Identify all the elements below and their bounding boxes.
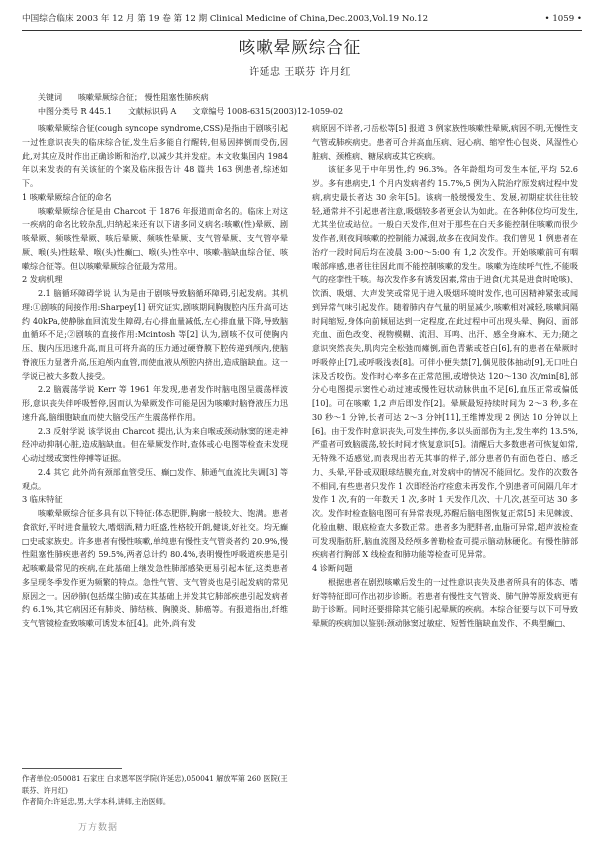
section-4-heading: 4 诊断问题 — [312, 563, 353, 573]
watermark: 万方数据 — [78, 823, 119, 833]
author-affiliation: 作者单位:050081 石家庄 白求恩军医学院(许延忠),050041 解放军第 260 医院(王联芬、许月红) — [22, 774, 288, 795]
section-2-2-text: 2.2 脑震荡学说 Kerr 等 1961 年发现,患者发作时脑电图呈震荡样波形,意识丧失伴呼吸暂停,因而认为晕厥发作可能是因为咳嗽时脑脊液压力迅速升高,脑细胞缺血而使大脑受压产生震荡样作用。 — [22, 385, 288, 422]
right-paragraph-1: 病原因不详者,刁岳松等[5] 报道 3 例家族性咳嗽性晕厥,病因不明,无慢性支气管或肺疾病史。患者可合并高血压病、冠心病、缩窄性心包炎、风湿性心脏病、颈椎病、糖尿病或其它疾病。 — [312, 124, 578, 161]
section-4-text: 根据患者在剧烈咳嗽后发生的一过性意识丧失及患者所具有的体态、嗜好等特征即可作出初步诊断。若患者有慢性支气管炎、肺气肿等原发病更有助于诊断。同时还要排除其它能引起晕厥的疾病。本综合征要与以下可导致晕厥的疾病加以鉴别:颈动脉窦过敏症、短暂性脑缺血发作、不典型癫□、 — [312, 577, 578, 628]
page-number: • 1059 • — [544, 14, 582, 24]
journal-header: 中国综合临床 2003 年 12 月 第 19 卷 第 12 期 Clinical Medicine of China,Dec.2003,Vol.19 No.12 — [22, 14, 429, 24]
footnote-rule — [22, 768, 122, 769]
section-2-3-text: 2.3 反射学说 该学说由 Charcot 提出,认为来自喉或颈动脉窦的迷走神经冲动抑制心脏,造成脑缺血。但在晕厥发作时,查体或心电图等检查未发现心动过缓或窦性停搏等证据。 — [22, 426, 288, 463]
author-bio: 作者简介:许延忠,男,大学本科,讲师,主治医师。 — [22, 797, 171, 806]
keywords-label: 关键词 — [38, 93, 62, 102]
left-column — [22, 122, 288, 838]
clc-number: 中图分类号 R 445.1 — [38, 107, 113, 116]
keywords-line — [38, 92, 209, 104]
section-2-1-text: 2.1 脑循环障碍学说 认为是由于剧咳导致脑循环障碍,引起发病。其机理:①剧咳的间接作用:Sharpey[1] 研究证实,剧咳期间胸腹腔内压升高可达约 40kPa,使静脉血回流发生障碍,右心排血量减低,左心排血量下降,导致脑血循环不足;②剧咳的直接作用:Mcintosh 等[2] 认为,剧咳不仅可使胸内压、腹内压迅速升高,而且可将升高的压力通过硬脊膜下腔传递到颅内,使脑脊液压力显著升高,压迫颅内血管,而使血液从颅腔内挤出,造成脑缺血。这一学说已被大多数人接受。 — [22, 289, 288, 381]
authors: 许延忠 王联芬 许月红 — [249, 67, 351, 78]
document-code: 文献标识码 A — [128, 107, 177, 116]
article-number: 文章编号 1008-6315(2003)12-1059-02 — [192, 107, 344, 116]
section-2-heading: 2 发病机理 — [22, 274, 63, 285]
author-footnote — [22, 768, 288, 808]
classification-line — [38, 106, 343, 118]
section-1-text: 咳嗽晕厥综合征是由 Charcot 于 1876 年报道而命名的。临床上对这一疾病的命名比较杂乱,归纳起来还有以下诸多同义病名:咳嗽(性)晕厥、剧咳晕厥、频咳性晕厥、咳后晕厥、频咳性晕厥、支气管晕厥、支气管亭晕厥、喉(头)性眩晕、喉(头)性癫□、喉(头)性卒中、咳嗽-脑缺血综合征、咳嗽综合征等。但以咳嗽晕厥综合征最为常用。 — [22, 206, 288, 271]
right-paragraph-2: 该征多见于中年男性,约 96.3%。各年龄组均可发生本征,平均 52.6 岁。多有患病史,1 个月内发病者约 15.7%,5 例为入院治疗原发病过程中发病,病史最长者达 30 余年[5]。该病一般缓慢发生、发展,初期症状往往较轻,通常并不引起患者注意,吸烟较多者更会认为如此。在各种体位均可发生,尤其坐位或站位。一般白天发作,但对于那些在白天多能控制住咳嗽而很少发作者,则夜间咳嗽的控制能力减弱,故多在夜间发作。我们曾见 1 例患者在治疗一段时间后均在凌晨 3:00～5:00 有 1,2 次发作。开始咳嗽前可有咽喉部痒感,患者往往因此而不能控制咳嗽的发生。咳嗽为连续呼气性,不能吸气的痉挛性干咳。每次发作多有诱发因素,常由于进食(尤其是进食时呛咳)、饮酒、吸烟、大声发笑或常见于进入吸烟环境时发作,也可因精神紧张或闻到异常气味引起发作。随着肺内存气量的明显减少,咳嗽相对减轻,咳嗽间隔时间缩短,身体向前倾屈达到一定程度,在此过程中可出现头晕、胸闷、面部充血、面色改变、视物模糊、流泪、耳鸣、出汗、感全身麻木、无力;随之意识突然丧失,肌肉完全松弛而瘫倒,面色青紫或苍白[6],有的患者在晕厥时呼吸停止[7],或呼吸浅表[8]。可伴小便失禁[7],偶见肢体抽动[9],无口吐白沫及舌咬伤。发作时心率多在正常范围,或增快达 120～130 次/min[8],部分心电图提示窦性心动过速或慢性冠状动脉供血不足[6],血压正常或偏低[10]。可在咳嗽 1,2 声后即发作[2]。晕厥最短持续时间为 2～3 秒,多在 30 秒～1 分钟,长者可达 2～3 分钟[11],王维博发现 2 例达 10 分钟以上[6]。由于发作时意识丧失,可发生摔伤,多以头面部伤为主,发生率约 13.5%,严重者可致脑震荡,较长时间才恢复意识[5]。清醒后大多数患者可恢复如常,无特殊不适感觉,而表现出若无其事的样子,部分患者仍有面色苍白、感乏力、头晕,平卧或双眼球结膜充血,对发病中的情况不能回忆。发作的次数各不相同,有些患者只发作 1 次即经治疗痊愈未再发作,个别患者可间隔几年才发作 1 次,有的一年数天 1 次,多时 1 天发作几次、十几次,甚至可达 30 多次。发作时检查脑电图可有异常表现,苏醒后脑电图恢复正常[5] 未见棘波、化验血糖、眼底检查大多数正常。患者多为肥胖者,血脂可异常,超声波检查可发现脂肪肝,脑血流图及经颅多普勒检查可提示脑动脉硬化。有慢性肺部疾病者行胸部 X 线检查和肺功能等检查可见异常。 — [312, 165, 578, 560]
section-3-heading: 3 临床特征 — [22, 494, 63, 505]
section-2-4-text: 2.4 其它 此外尚有颈部血管受压、癫□发作、肺通气血流比失调[3] 等观点。 — [22, 467, 288, 491]
right-column — [312, 122, 578, 838]
section-3-text: 咳嗽晕厥综合征多具有以下特征:体态肥胖,胸廓一般较大、饱满。患者食欲好,平时进食量较大,嗜烟酒,精力旺盛,性格较开朗,健谈,好社交。均无癫□史或家族史。许多患者有慢性咳嗽,单纯患有慢性支气管炎者约 20.9%,慢性阻塞性肺疾患者约 59.5%,两者总计约 80.4%,表明慢性呼吸道疾患是引起咳嗽最常见的疾病,在此基础上继发急性肺部感染更易引起本征,这类患者多呈现冬季发作更为频繁的特点。急性气管、支气管炎也是引起发病的常见原因之一。因砂肺(包括煤尘肺)或在其基础上并发其它肺部疾患引起发病者约 6.1%,其它病因还有肺炎、肺结核、胸膜炎、肺癌等。有报道指出,纤维支气管镜检查致咳嗽可诱发本征[4]。此外,尚有发 — [22, 509, 288, 628]
running-header — [22, 12, 582, 26]
keywords: 咳嗽晕厥综合征； 慢性阻塞性肺疾病 — [78, 93, 209, 102]
header-divider — [22, 30, 582, 31]
intro-paragraph: 咳嗽晕厥综合征(cough syncope syndrome,CSS)是指由于剧咳引起一过性意识丧失的临床综合征,发生后多能自行醒转,但易因摔倒而受伤,因此,对其应及时作出正确诊断和治疗,以减少其并发症。本文收集国内 1984 年以来发表的有关该征的个案及临床报告计 48 篇共 163 例患者,综述如下。 — [22, 124, 288, 188]
section-1-heading: 1 咳嗽晕厥综合征的命名 — [22, 191, 112, 202]
article-title: 咳嗽晕厥综合征 — [238, 38, 362, 57]
